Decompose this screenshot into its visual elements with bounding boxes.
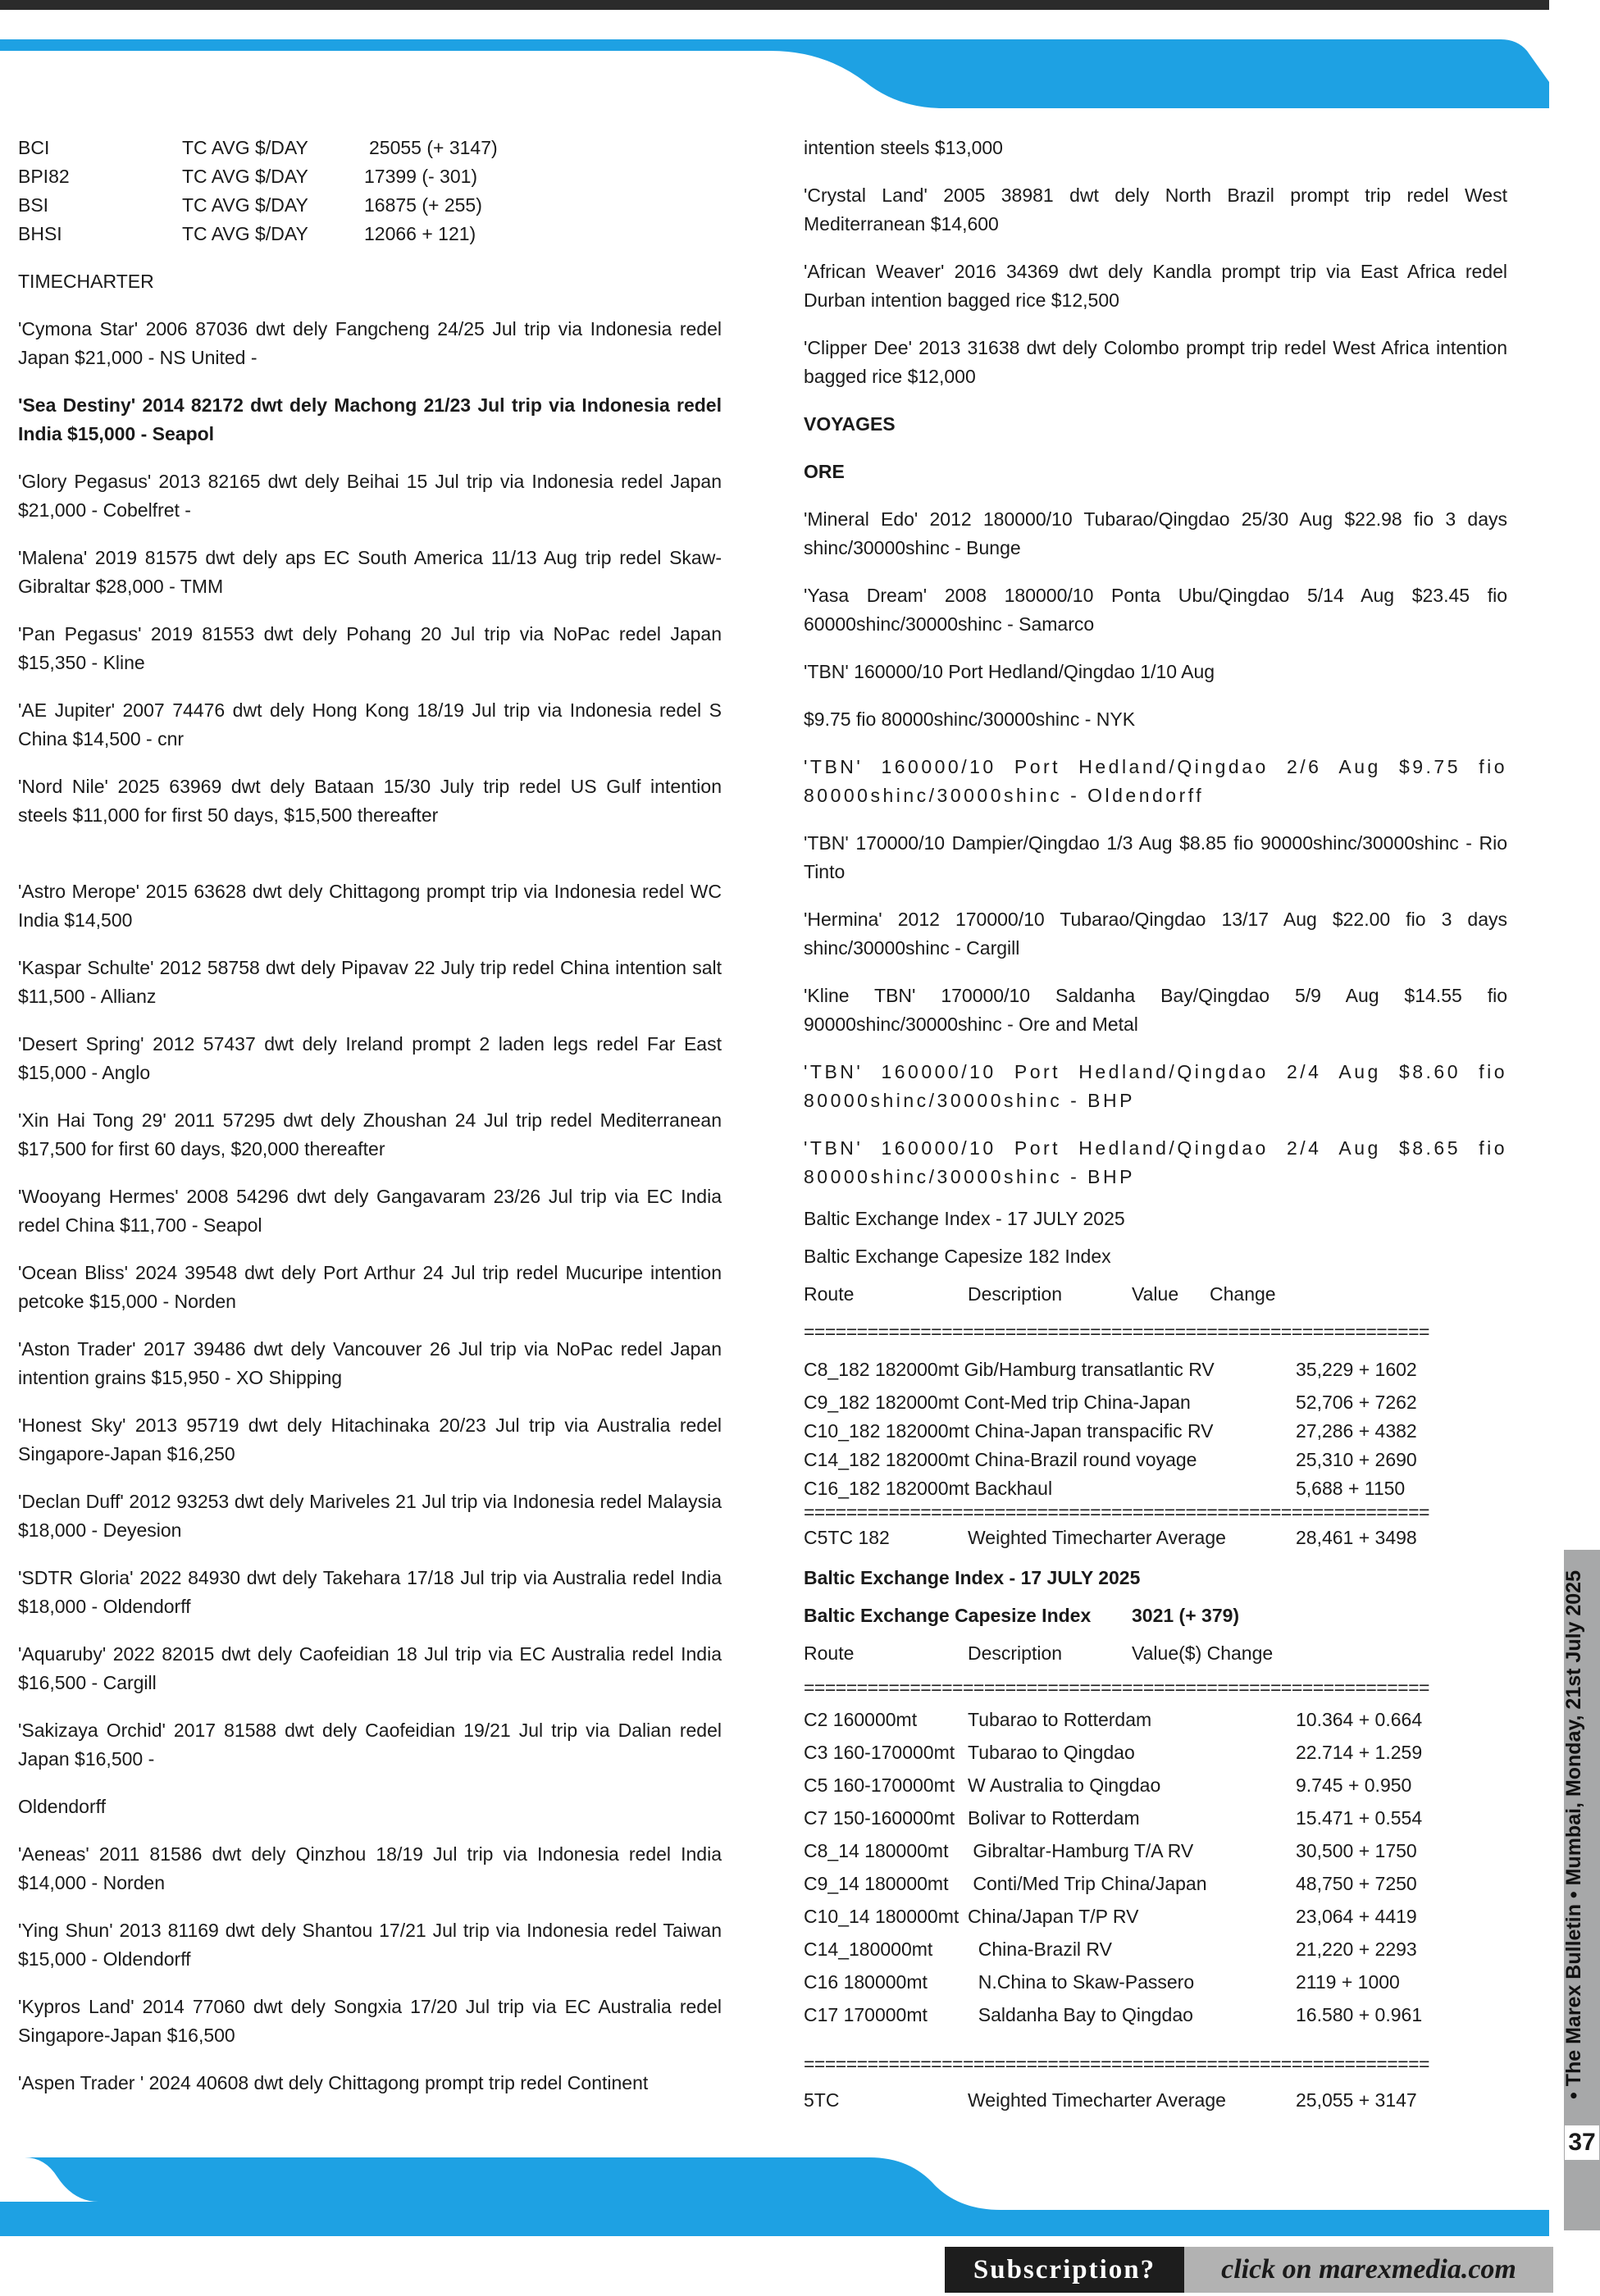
- fixture-entry: 'Aston Trader' 2017 39486 dwt dely Vancouver 26 Jul trip via NoPac redel Japan intention grains $15,950 - XO Shipping: [18, 1338, 722, 1388]
- value-cell: 10.364 + 0.664: [1296, 1709, 1423, 1730]
- fixture-entry: 'Cymona Star' 2006 87036 dwt dely Fangcheng 24/25 Jul trip via Indonesia redel Japan $21,000 - NS United -: [18, 318, 722, 368]
- col-value: Value: [1132, 1283, 1179, 1305]
- baltic-subtitle: Baltic Exchange Capesize 182 Index: [804, 1246, 1111, 1267]
- right-column: [804, 134, 1507, 2116]
- table-row: [804, 1474, 1507, 1503]
- route-cell: C5TC 182: [804, 1527, 890, 1548]
- description-cell: Weighted Timecharter Average: [968, 1527, 1226, 1548]
- baltic-title: Baltic Exchange Index - 17 JULY 2025: [804, 1567, 1141, 1588]
- divider: ===========================================================: [804, 1503, 1429, 1521]
- divider: ===========================================================: [804, 2053, 1429, 2075]
- index-name: BSI: [18, 194, 49, 216]
- fixture-entry: 'SDTR Gloria' 2022 84930 dwt dely Takehara 17/18 Jul trip via Australia redel India $18,000 - Oldendorff: [18, 1567, 722, 1617]
- route-cell: C14_182 182000mt China-Brazil round voyage: [804, 1449, 1197, 1470]
- index-row: [18, 134, 722, 162]
- fixture-entry: Oldendorff: [18, 1796, 106, 1817]
- page-number: 37: [1565, 2125, 1599, 2160]
- route-cell: C9_14 180000mt: [804, 1873, 949, 1894]
- index-row: [18, 191, 722, 220]
- table-row: [804, 1900, 1507, 1933]
- ore-entry: 'TBN' 160000/10 Port Hedland/Qingdao 2/6 Aug $9.75 fio 80000shinc/30000shinc - Oldendorff: [804, 756, 1507, 806]
- index-row: [18, 162, 722, 191]
- value-cell: 48,750 + 7250: [1296, 1873, 1417, 1894]
- value-cell: 23,064 + 4419: [1296, 1906, 1417, 1927]
- fixture-entry: 'Sea Destiny' 2014 82172 dwt dely Machong 21/23 Jul trip via Indonesia redel India $15,000 - Seapol: [18, 394, 722, 444]
- index-value: 12066 + 121): [364, 223, 476, 244]
- fixture-entry: 'Nord Nile' 2025 63969 dwt dely Bataan 15/30 July trip redel US Gulf intention steels $11,000 for first 50 days, $15,500 thereafter: [18, 776, 732, 826]
- col-route: Route: [804, 1642, 855, 1664]
- footer-banner: [0, 2136, 1600, 2243]
- route-cell: C14_180000mt: [804, 1938, 933, 1960]
- table-row: [804, 1933, 1507, 1966]
- table-footer: [804, 1521, 1507, 1554]
- ore-entry: 'Mineral Edo' 2012 180000/10 Tubarao/Qingdao 25/30 Aug $22.98 fio 3 days shinc/30000shinc - Bunge: [804, 508, 1507, 558]
- route-cell: C7 150-160000mt: [804, 1807, 955, 1829]
- value-cell: 22.714 + 1.259: [1296, 1742, 1423, 1763]
- col-description: Description: [968, 1283, 1063, 1305]
- index-name: BPI82: [18, 166, 70, 187]
- website-link[interactable]: click on marexmedia.com: [1184, 2247, 1553, 2293]
- col-description: Description: [968, 1642, 1063, 1664]
- description-cell: Gibraltar-Hamburg T/A RV: [968, 1840, 1194, 1861]
- fixture-entry: 'Honest Sky' 2013 95719 dwt dely Hitachinaka 20/23 Jul trip via Australia redel Singapore-Japan $16,250: [18, 1414, 722, 1465]
- route-cell: C8_14 180000mt: [804, 1840, 949, 1861]
- fixture-entry: 'Crystal Land' 2005 38981 dwt dely North Brazil prompt trip redel West Mediterranean $14,600: [804, 184, 1507, 235]
- fixture-entry: 'African Weaver' 2016 34369 dwt dely Kandla prompt trip via East Africa redel Durban intention bagged rice $12,500: [804, 261, 1507, 311]
- index-label: TC AVG $/DAY: [182, 223, 308, 244]
- baltic-subtitle-row: [804, 1597, 1507, 1634]
- fixture-entry: 'Kypros Land' 2014 77060 dwt dely Songxia 17/20 Jul trip via EC Australia redel Singapore-Japan $16,500: [18, 1996, 722, 2046]
- table-row: [804, 1388, 1507, 1417]
- table-row: [804, 1802, 1507, 1834]
- fixture-entry: intention steels $13,000: [804, 137, 1003, 158]
- ore-entry: 'TBN' 170000/10 Dampier/Qingdao 1/3 Aug $8.85 fio 90000shinc/30000shinc - Rio Tinto: [804, 832, 1507, 882]
- table-row: [804, 1703, 1507, 1736]
- fixture-entry: 'Kaspar Schulte' 2012 58758 dwt dely Pipavav 22 July trip redel China intention salt $11,500 - Allianz: [18, 957, 722, 1007]
- table-row: [804, 1998, 1507, 2031]
- description-cell: Tubarao to Rotterdam: [968, 1709, 1152, 1730]
- description-cell: China/Japan T/P RV: [968, 1906, 1139, 1927]
- fixture-entry: 'Aquaruby' 2022 82015 dwt dely Caofeidian 18 Jul trip via EC Australia redel India $16,500 - Cargill: [18, 1643, 722, 1693]
- route-cell: C9_182 182000mt Cont-Med trip China-Japan: [804, 1392, 1191, 1413]
- fixture-entry: 'Declan Duff' 2012 93253 dwt dely Mariveles 21 Jul trip via Indonesia redel Malaysia $18,000 - Deyesion: [18, 1491, 722, 1541]
- table-header: [804, 1275, 1507, 1313]
- route-cell: C16_182 182000mt Backhaul: [804, 1478, 1053, 1499]
- fixture-entry: 'Sakizaya Orchid' 2017 81588 dwt dely Caofeidian 19/21 Jul trip via Dalian redel Japan $16,500 -: [18, 1720, 722, 1770]
- voyages-heading: VOYAGES: [804, 413, 896, 435]
- subscription-button[interactable]: Subscription?: [945, 2247, 1184, 2293]
- col-value-change: Value($) Change: [1132, 1642, 1274, 1664]
- route-cell: C10_14 180000mt: [804, 1906, 960, 1927]
- divider: ===========================================================: [804, 1321, 1429, 1342]
- route-cell: C10_182 182000mt China-Japan transpacific RV: [804, 1420, 1214, 1442]
- description-cell: W Australia to Qingdao: [968, 1774, 1161, 1796]
- fixture-entry: 'Astro Merope' 2015 63628 dwt dely Chittagong prompt trip via Indonesia redel WC India $14,500: [18, 881, 722, 931]
- table-body: [804, 1351, 1507, 1503]
- value-cell: 28,461 + 3498: [1296, 1527, 1417, 1548]
- index-summary: [18, 134, 722, 248]
- fixture-entry: 'Pan Pegasus' 2019 81553 dwt dely Pohang 20 Jul trip via NoPac redel Japan $15,350 - Kline: [18, 623, 722, 673]
- fixture-entry: 'Aeneas' 2011 81586 dwt dely Qinzhou 18/19 Jul trip via Indonesia redel India $14,000 - Norden: [18, 1843, 722, 1893]
- index-value: 25055 (+ 3147): [369, 137, 498, 158]
- value-cell: 25,055 + 3147: [1296, 2089, 1417, 2111]
- index-name: BCI: [18, 137, 50, 158]
- description-cell: Saldanha Bay to Qingdao: [968, 2004, 1193, 2025]
- section-heading: TIMECHARTER: [18, 271, 154, 292]
- divider: ===========================================================: [804, 1677, 1429, 1698]
- baltic-title: Baltic Exchange Index - 17 JULY 2025: [804, 1208, 1125, 1229]
- index-value: 16875 (+ 255): [364, 194, 482, 216]
- fixture-entry: 'Wooyang Hermes' 2008 54296 dwt dely Gangavaram 23/26 Jul trip via EC India redel China $11,700 - Seapol: [18, 1186, 722, 1236]
- table-row: [804, 1966, 1507, 1998]
- table-header: [804, 1634, 1507, 1672]
- description-cell: Tubarao to Qingdao: [968, 1742, 1135, 1763]
- table-row: [804, 1521, 1507, 1554]
- value-cell: 9.745 + 0.950: [1296, 1774, 1412, 1796]
- fixture-entry: 'Aspen Trader ' 2024 40608 dwt dely Chittagong prompt trip redel Continent: [18, 2072, 649, 2093]
- left-column: [18, 134, 732, 2116]
- index-label: TC AVG $/DAY: [182, 194, 308, 216]
- fixture-entry: 'Glory Pegasus' 2013 82165 dwt dely Beihai 15 Jul trip via Indonesia redel Japan $21,000 - Cobelfret -: [18, 471, 722, 521]
- ore-heading: ORE: [804, 461, 845, 482]
- ore-entry: 'TBN' 160000/10 Port Hedland/Qingdao 2/4 Aug $8.65 fio 80000shinc/30000shinc - BHP: [804, 1137, 1507, 1187]
- ore-entry: 'TBN' 160000/10 Port Hedland/Qingdao 2/4 Aug $8.60 fio 80000shinc/30000shinc - BHP: [804, 1061, 1507, 1111]
- ore-entry: 'TBN' 160000/10 Port Hedland/Qingdao 1/10 Aug: [804, 661, 1215, 682]
- value-cell: 2119 + 1000: [1296, 1971, 1400, 1993]
- index-value: 17399 (- 301): [364, 166, 478, 187]
- header-banner: [0, 0, 1600, 115]
- value-cell: 27,286 + 4382: [1296, 1420, 1417, 1442]
- table-footer: [804, 2084, 1507, 2116]
- value-cell: 5,688 + 1150: [1296, 1478, 1406, 1499]
- ore-entry: $9.75 fio 80000shinc/30000shinc - NYK: [804, 708, 1136, 730]
- value-cell: 16.580 + 0.961: [1296, 2004, 1423, 2025]
- fixture-entry: 'Xin Hai Tong 29' 2011 57295 dwt dely Zhoushan 24 Jul trip redel Mediterranean $17,500 for first 60 days, $20,000 thereafter: [18, 1109, 722, 1159]
- fixture-entry: 'Desert Spring' 2012 57437 dwt dely Ireland prompt 2 laden legs redel Far East $15,000 - Anglo: [18, 1033, 722, 1083]
- index-label: TC AVG $/DAY: [182, 166, 308, 187]
- route-cell: 5TC: [804, 2089, 840, 2111]
- description-cell: N.China to Skaw-Passero: [968, 1971, 1195, 1993]
- table-row: [804, 1769, 1507, 1802]
- table-row: [804, 2084, 1507, 2116]
- table-row: [804, 1736, 1507, 1769]
- table-row: [804, 1351, 1507, 1388]
- fixture-entry: 'Clipper Dee' 2013 31638 dwt dely Colombo prompt trip redel West Africa intention bagged rice $12,000: [804, 337, 1507, 387]
- fixture-entry: 'Ying Shun' 2013 81169 dwt dely Shantou 17/21 Jul trip via Indonesia redel Taiwan $15,000 - Oldendorff: [18, 1920, 722, 1970]
- index-label: TC AVG $/DAY: [182, 137, 308, 158]
- table-row: [804, 1834, 1507, 1867]
- fixture-entry: 'Malena' 2019 81575 dwt dely aps EC South America 11/13 Aug trip redel Skaw-Gibraltar $28,000 - TMM: [18, 547, 722, 597]
- value-cell: 30,500 + 1750: [1296, 1840, 1417, 1861]
- description-cell: Weighted Timecharter Average: [968, 2089, 1226, 2111]
- route-cell: C17 170000mt: [804, 2004, 928, 2025]
- description-cell: Conti/Med Trip China/Japan: [968, 1873, 1207, 1894]
- col-route: Route: [804, 1283, 855, 1305]
- value-cell: 21,220 + 2293: [1296, 1938, 1417, 1960]
- issue-info: • The Marex Bulletin • Mumbai, Monday, 21st July 2025: [1562, 1570, 1585, 2099]
- ore-entry: 'Kline TBN' 170000/10 Saldanha Bay/Qingdao 5/9 Aug $14.55 fio 90000shinc/30000shinc - Ore and Metal: [804, 985, 1507, 1035]
- value-cell: 15.471 + 0.554: [1296, 1807, 1423, 1829]
- table-row: [804, 1417, 1507, 1446]
- index-row: [18, 220, 722, 248]
- route-cell: C3 160-170000mt: [804, 1742, 955, 1763]
- ore-entry: 'Yasa Dream' 2008 180000/10 Ponta Ubu/Qingdao 5/14 Aug $23.45 fio 60000shinc/30000shinc - Samarco: [804, 585, 1507, 635]
- route-cell: C5 160-170000mt: [804, 1774, 955, 1796]
- table-row: [804, 1446, 1507, 1474]
- value-cell: 35,229 + 1602: [1296, 1359, 1417, 1380]
- route-cell: C16 180000mt: [804, 1971, 928, 1993]
- baltic-capesize-182-table: [804, 1200, 1507, 1554]
- baltic-subtitle: Baltic Exchange Capesize Index: [804, 1605, 1092, 1626]
- baltic-capesize-table: [804, 1559, 1507, 2116]
- table-row: [804, 1867, 1507, 1900]
- fixture-entry: 'AE Jupiter' 2007 74476 dwt dely Hong Kong 18/19 Jul trip via Indonesia redel S China $14,500 - cnr: [18, 699, 722, 749]
- fixture-entry: 'Ocean Bliss' 2024 39548 dwt dely Port Arthur 24 Jul trip redel Mucuripe intention petcoke $15,000 - Norden: [18, 1262, 722, 1312]
- table-body: [804, 1703, 1507, 2031]
- col-change: Change: [1210, 1283, 1276, 1305]
- value-cell: 52,706 + 7262: [1296, 1392, 1417, 1413]
- baltic-index-value: 3021 (+ 379): [1132, 1605, 1240, 1626]
- route-cell: C8_182 182000mt Gib/Hamburg transatlantic RV: [804, 1359, 1215, 1380]
- route-cell: C2 160000mt: [804, 1709, 918, 1730]
- index-name: BHSI: [18, 223, 62, 244]
- description-cell: China-Brazil RV: [968, 1938, 1112, 1960]
- ore-entry: 'Hermina' 2012 170000/10 Tubarao/Qingdao 13/17 Aug $22.00 fio 3 days shinc/30000shinc - Cargill: [804, 909, 1507, 959]
- value-cell: 25,310 + 2690: [1296, 1449, 1417, 1470]
- description-cell: Bolivar to Rotterdam: [968, 1807, 1140, 1829]
